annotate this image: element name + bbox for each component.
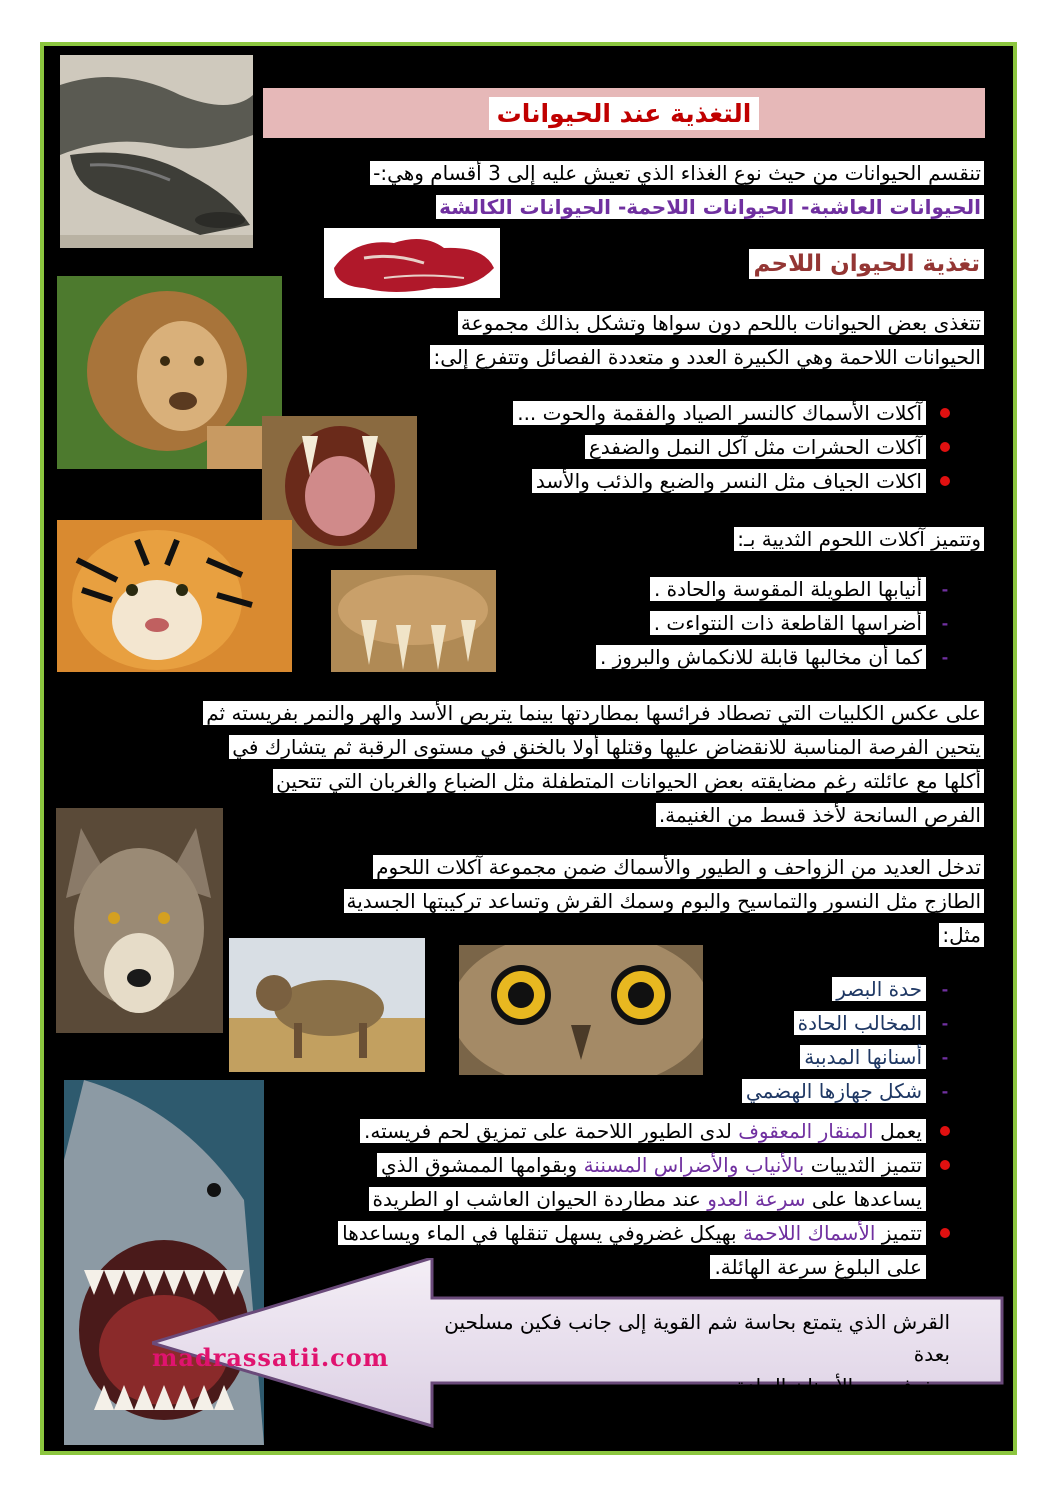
dash-icon: -: [941, 979, 949, 999]
mammal-traits-list: [596, 572, 950, 674]
list-item: - شكل جهازها الهضمي: [742, 1074, 950, 1108]
list-item: آكلات الحشرات مثل آكل النمل والضفدع: [513, 430, 950, 464]
dash-icon: -: [941, 1081, 949, 1101]
para1-line-2: الحيوانات اللاحمة وهي الكبيرة العدد و متعددة الفصائل وتتفرع إلى:: [430, 345, 984, 369]
mammals-intro: وتتميز آكلات اللحوم الثديية بـ:: [734, 522, 984, 556]
list-item: - أضراسها القاطعة ذات النتواءت .: [596, 606, 950, 640]
lion-image: [57, 276, 282, 469]
tiger-image: [57, 520, 292, 672]
carnivore-types-list: [513, 396, 950, 498]
wolf-image: [56, 808, 223, 1033]
list-item: - المخالب الحادة: [742, 1006, 950, 1040]
watermark-text: madrassatii.com: [152, 1343, 390, 1372]
list-item: على البلوغ سرعة الهائلة.: [290, 1250, 950, 1284]
paragraph-2: على عكس الكلبيات التي تصطاد فرائسها بمطاردتها بينما يتربص الأسد والهر والنمر بفريسته ثم يتحين الفرصة المناسبة للانقضاض عليها وقتلها أولا بالخنق في مستوى الرقبة ثم يتشارك في أكلها مع عائلته رغم مضايقته بعض الحيوانات المتطفلة مثل الضباع والغربان التي تتحين الفرص السانحة لأخذ قسط من الغنيمة.: [124, 696, 984, 832]
page-title-banner: [263, 88, 985, 138]
list-item: تتميز الأسماك اللاحمة بهيكل غضروفي يسهل تنقلها في الماء ويساعدها: [290, 1216, 950, 1250]
body-features-list: [742, 972, 950, 1108]
dash-icon: -: [941, 1013, 949, 1033]
list-item: - أسنانها المدببة: [742, 1040, 950, 1074]
crocodile-image: [60, 55, 253, 248]
list-item: اكلات الجياف مثل النسر والضبع والذئب والأسد: [513, 464, 950, 498]
intro-block: [284, 156, 984, 224]
hyena-image: [229, 938, 425, 1072]
page-title: التغذية عند الحيوانات: [489, 97, 760, 130]
para1-line-1: تتغذى بعض الحيوانات باللحم دون سواها وتشكل بذالك مجموعة: [458, 311, 984, 335]
list-item: - كما أن مخالبها قابلة للانكماش والبروز .: [596, 640, 950, 674]
list-item: تتميز الثدييات بالأنياب والأضراس المسننة وبقوامها الممشوق الذي: [290, 1148, 950, 1182]
bullet-icon: [940, 476, 950, 486]
bullet-icon: [940, 442, 950, 452]
dash-icon: -: [941, 647, 949, 667]
list-item: آكلات الأسماك كالنسر الصياد والفقمة والحوت ...: [513, 396, 950, 430]
shark-note: القرش الذي يتمتع بحاسة شم القوية إلى جانب فكين مسلحين بعدة صفوف من الأسنان الحادة.: [444, 1310, 950, 1398]
section-heading: تغذية الحيوان اللاحم: [749, 249, 984, 279]
dash-icon: -: [941, 1047, 949, 1067]
list-item: يساعدها على سرعة العدو عند مطاردة الحيوان العاشب او الطريدة: [290, 1182, 950, 1216]
list-item: - حدة البصر: [742, 972, 950, 1006]
bullet-icon: [940, 1228, 950, 1238]
bullet-icon: [940, 408, 950, 418]
paragraph-1: [344, 306, 984, 374]
list-item: - أنيابها الطويلة المقوسة والحادة .: [596, 572, 950, 606]
list-item: يعمل المنقار المعقوف لدى الطيور اللاحمة على تمزيق لحم فريسته.: [290, 1114, 950, 1148]
dash-icon: -: [941, 579, 949, 599]
owl-image: [459, 945, 703, 1075]
claws-image: [331, 570, 496, 672]
intro-line-1: تنقسم الحيوانات من حيث نوع الغذاء الذي تعيش عليه إلى 3 أقسام وهي:-: [370, 161, 984, 185]
dash-icon: -: [941, 613, 949, 633]
meat-image: [324, 228, 500, 298]
paragraph-3: تدخل العديد من الزواحف و الطيور والأسماك ضمن مجموعة آكلات اللحوم الطازج مثل النسور والتماسيح والبوم وسمك القرش وتساعد تركيبتها الجسدية مثل:: [264, 850, 984, 952]
intro-line-2: الحيوانات العاشبة- الحيوانات اللاحمة- الحيوانات الكالشة: [436, 195, 984, 219]
bullet-icon: [940, 1160, 950, 1170]
bullet-icon: [940, 1126, 950, 1136]
